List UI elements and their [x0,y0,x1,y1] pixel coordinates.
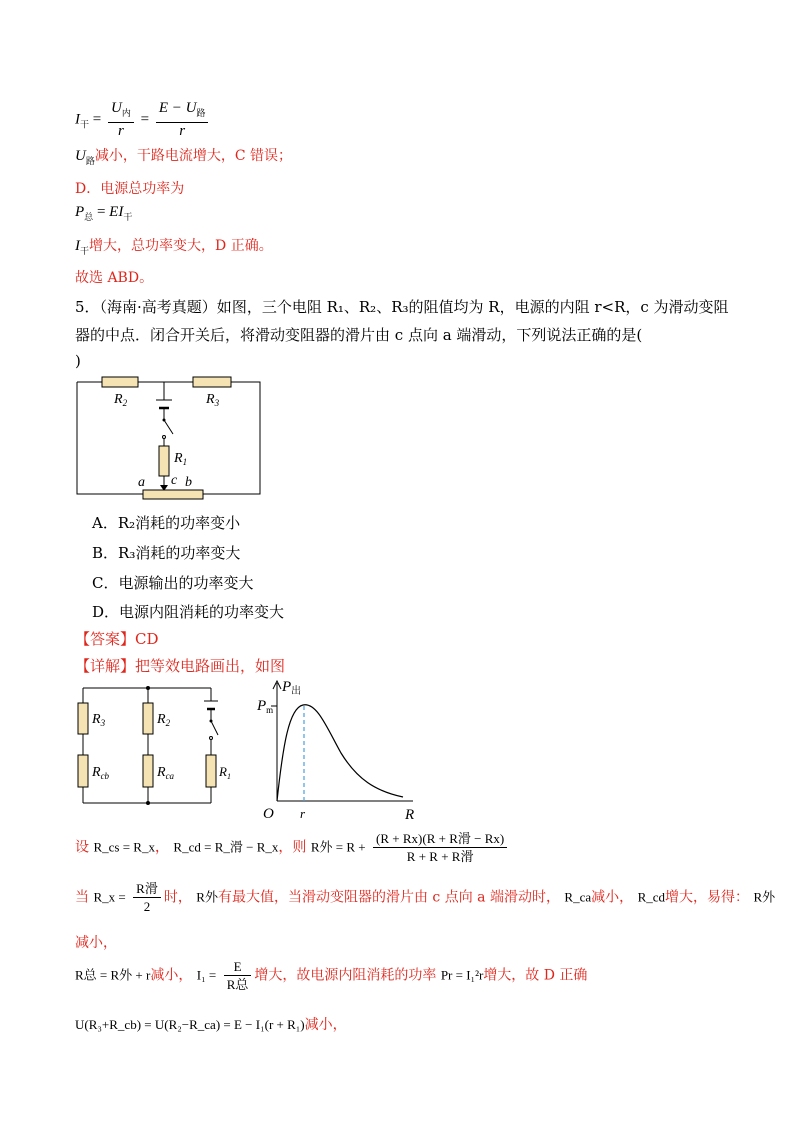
graph-r-tick: r [300,806,306,821]
sol-line-4: R总 = R外 + r减小， I₁ = $\frac{E}{\text{R总}}$ 增大，故电源内阻消耗的功率 Pr = I₁²r增大，故 D 正确 [75,959,588,992]
sol-line-3: 减小， [75,935,117,951]
sol-line-5: U(R₃+R_cb) = U(R₂−R_ca) = E − I₁(r + R₁)减小， [75,1017,347,1033]
power-formula: $P_总 = EI_干$ [75,204,133,222]
label-b: b [185,475,192,490]
label-r2: $R_2$ [114,392,128,408]
graph-y-label: $P_出$ [282,679,302,697]
question-line-2: 器的中点．闭合开关后，将滑动变阻器的滑片由 c 点向 a 端滑动，下列说法正确的是( [75,326,643,344]
svg-text:R1: $R_1$ [219,764,231,781]
svg-text:R2: $R_2$ [157,712,171,728]
svg-text:R3: $R_3$ [92,712,106,728]
eq-resistor-r2 [143,703,153,734]
option-d: D．电源内阻消耗的功率变大 [92,603,285,621]
circuit-diagram [70,370,270,505]
detail-heading: 【详解】把等效电路画出，如图 [75,657,286,675]
question-line-3: ) [75,352,81,370]
resistor-r2 [102,377,138,387]
label-r3: $R_3$ [206,392,220,408]
equivalent-circuit [68,683,231,813]
d-conclusion: $I_干$增大，总功率变大，D 正确。 [75,238,273,257]
current-formula: $I_干$ = $\frac{U_内}{r}$ = $\frac{E - U_路}{r}$ [75,100,211,140]
svg-text:Rca: $R_{ca}$ [157,765,175,781]
option-b: B．R₃消耗的功率变大 [92,544,241,562]
eq-resistor-r3 [78,703,88,734]
graph-origin: O [263,806,274,822]
power-graph [255,673,425,823]
option-a: A．R₂消耗的功率变小 [92,514,241,532]
label-a: a [138,475,145,490]
graph-x-label: R [405,807,415,823]
prev-answer: 故选 ABD。 [75,270,154,286]
d-heading: D．电源总功率为 [75,181,185,197]
label-c: c [171,473,178,488]
question-line-1: 5．（海南·高考真题）如图，三个电阻 R₁、R₂、R₃的阻值均为 R，电源的内阻 r<R，c 为滑动变阻 [75,298,729,316]
sol-line-2: 当 R_x = $\frac{\text{R滑}}{2}$ 时， R外有最大值，当滑动变阻器的滑片由 c 点向 a 端滑动时， R_ca减小， R_cd增大，易得： R外 [75,881,776,914]
eq-resistor-r1 [206,755,216,787]
power-curve [277,705,403,801]
answer: 【答案】CD [75,630,159,648]
rheostat [143,490,203,499]
sol-line-1: 设 R_cs = R_x， R_cd = R_滑 − R_x，则 R外 = R + $\frac{\text{(R + Rx)(R + R滑 − Rx)}}{\text{R + R + R滑}}$ [75,830,510,865]
svg-text:Rcb: $R_{cb}$ [92,765,110,781]
resistor-r1 [159,446,169,476]
graph-pm: $P_m$ [257,698,274,715]
label-r1: $R_1$ [174,451,188,467]
eq-resistor-rca [143,755,153,787]
c-conclusion: $U_路$减小，干路电流增大，C 错误； [75,148,293,167]
option-c: C．电源输出的功率变大 [92,574,254,592]
resistor-r3 [193,377,231,387]
eq-resistor-rcb [78,755,88,787]
